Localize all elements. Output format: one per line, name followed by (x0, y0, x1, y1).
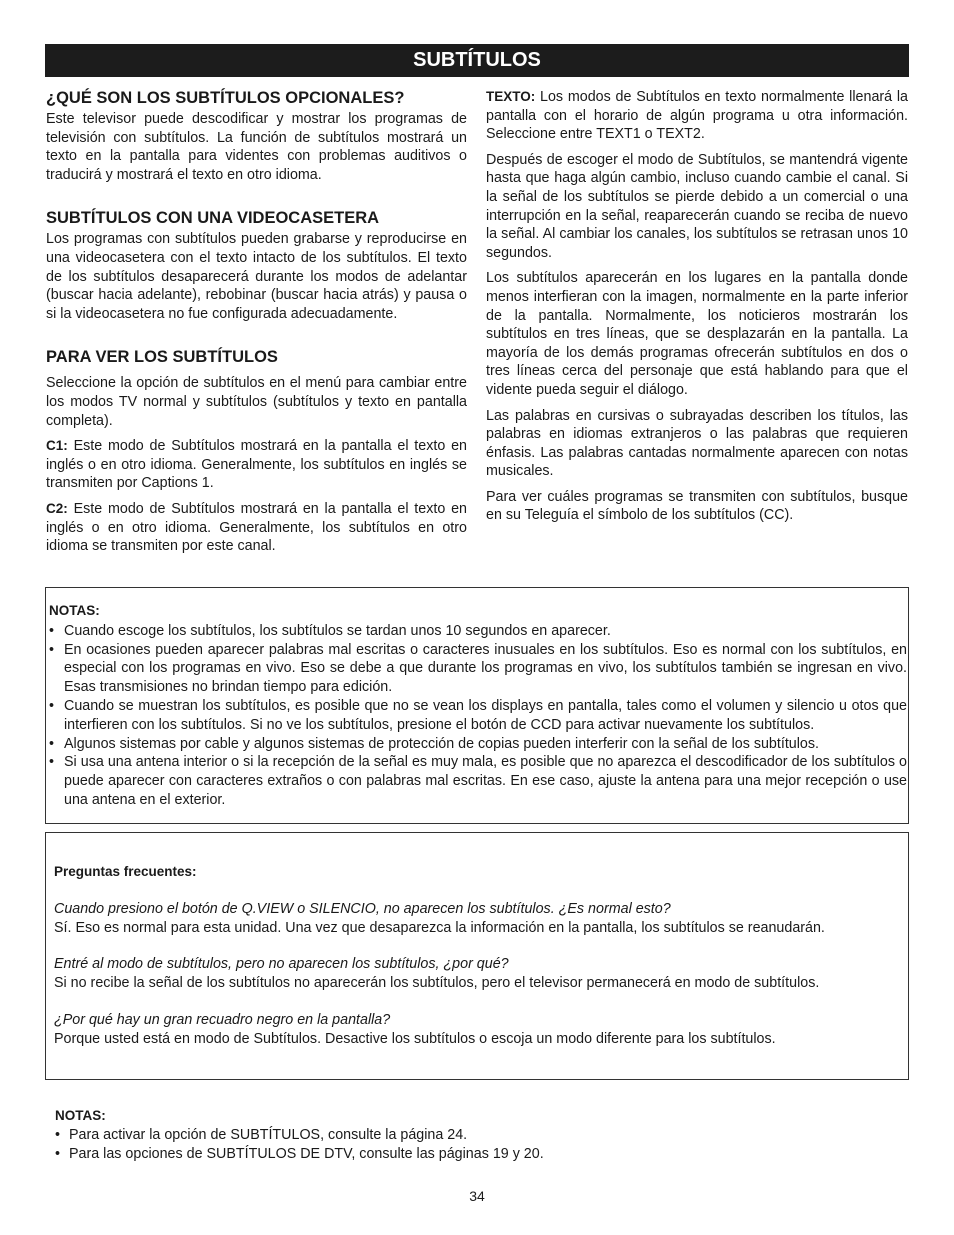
paragraph-tv-guide: Para ver cuáles programas se transmiten con subtítulos, busque en su Teleguía el símbolo de los subtítulos (CC). (486, 488, 908, 524)
section-heading-vcr: SUBTÍTULOS CON UNA VIDEOCASETERA (46, 209, 380, 228)
texto-text: Los modos de Subtítulos en texto normalmente llenará la pantalla con el horario de algún programa u otra información. Seleccione entre TEXT1 o TEXT2. (486, 89, 908, 143)
faq-box (45, 832, 909, 1080)
faq-answer: Si no recibe la señal de los subtítulos no aparecerán los subtítulos, pero el televisor permanecerá en modo de subtítulos. (54, 975, 820, 992)
section-heading-what-are-captions: ¿QUÉ SON LOS SUBTÍTULOS OPCIONALES? (46, 89, 405, 107)
list-item: • Cuando se muestran los subtítulos, es posible que no se vean los displays en pantalla, tales como el volumen y silencio u otos que interfieren con los subtítulos. Si no ve los subtítulos, presione el botón de CCD para activar nuevamente los subtítulos. (49, 697, 907, 735)
notes-footer-title: NOTAS: (55, 1108, 106, 1123)
list-item: • En ocasiones pueden aparecer palabras mal escritas o caracteres inusuales en los subtítulos. Eso es normal con los subtítulos, en especial con los programas en vivo. Eso se debe a que durante los programas en vivo, los subtítulos también se ingresan en vivo. Esas transmisiones no brindan tiempo para edición. (49, 641, 907, 697)
c1-text: Este modo de Subtítulos mostrará en la pantalla el texto en inglés o en otro idioma. Generalmente, los subtítulos en inglés se transmiten por Captions 1. (46, 438, 467, 492)
c2-label: C2: (46, 500, 68, 516)
paragraph-c2 (46, 500, 467, 556)
notes-title: NOTAS: (49, 603, 100, 618)
paragraph-vcr: Los programas con subtítulos pueden grabarse y reproducirse en una videocasetera con el texto intacto de los subtítulos. El texto de los subtítulos desaparecerá durante los modos de adelantar (buscar hacia adelante), rebobinar (buscar hacia atrás) y pausa o si la videocasetera no fue configurada adecuadamente. (46, 231, 467, 322)
paragraph-mode-persistence: Después de escoger el modo de Subtítulos, se mantendrá vigente hasta que haga algún cambio, incluso cuando cambie el canal. Si la señal de los subtítulos se pierde debido a un comercial o una interrupción en la señal, reaparecerán cuando se reciba de nuevo la señal. Al cambiar los canales, los subtítulos se retrasan unos 10 segundos. (486, 151, 908, 261)
paragraph-italic-words: Las palabras en cursivas o subrayadas describen los títulos, las palabras en idiomas extranjeros o las palabras que requieren énfasis. Las palabras cantadas normalmente aparecen con notas musicales. (486, 407, 908, 480)
notes-footer (55, 1106, 905, 1164)
paragraph-c1 (46, 437, 467, 493)
notes-box (45, 587, 909, 824)
paragraph-view-captions: Seleccione la opción de subtítulos en el menú para cambiar entre los modos TV normal y subtítulos (subtítulos y texto en pantalla completa). (46, 375, 467, 429)
notes-list (49, 622, 907, 810)
right-column (486, 88, 908, 532)
page-number: 34 (469, 1188, 485, 1204)
paragraph-texto (486, 88, 908, 144)
page-title: SUBTÍTULOS (45, 44, 909, 77)
list-item: • Para activar la opción de SUBTÍTULOS, consulte la página 24. (55, 1126, 905, 1145)
list-item: • Algunos sistemas por cable y algunos sistemas de protección de copias pueden interferir con la señal de los subtítulos. (49, 735, 907, 754)
c2-text: Este modo de Subtítulos mostrará en la pantalla el texto en inglés o en otro idioma. Generalmente, los subtítulos en otro idioma se transmiten por este canal. (46, 500, 467, 555)
list-item: • Para las opciones de SUBTÍTULOS DE DTV, consulte las páginas 19 y 20. (55, 1145, 905, 1164)
faq-question: Cuando presiono el botón de Q.VIEW o SILENCIO, no aparecen los subtítulos. ¿Es normal esto? (54, 900, 671, 917)
c1-label: C1: (46, 438, 68, 454)
notes-footer-list (55, 1126, 905, 1164)
faq-question: ¿Por qué hay un gran recuadro negro en la pantalla? (54, 1011, 391, 1028)
texto-label: TEXTO: (486, 89, 536, 104)
faq-question: Entré al modo de subtítulos, pero no aparecen los subtítulos, ¿por qué? (54, 956, 509, 973)
list-item: • Si usa una antena interior o si la recepción de la señal es muy mala, es posible que no aparezca el descodificador de los subtítulos o puede aparecer con caracteres extraños o con palabras mal escritas. En ese caso, ajuste la antena para una mejor recepción o use una antena en el exterior. (49, 753, 907, 809)
faq-answer: Sí. Eso es normal para esta unidad. Una vez que desaparezca la información en la pantalla, los subtítulos se reanudarán. (54, 919, 825, 936)
paragraph-what-are-captions: Este televisor puede descodificar y mostrar los programas de televisión con subtítulos. La función de subtítulos mostrará un texto en la pantalla para videntes con problemas auditivos o traducirá y mostrará el texto en otro idioma. (46, 111, 467, 183)
paragraph-caption-placement: Los subtítulos aparecerán en los lugares en la pantalla donde menos interfieran con la imagen, normalmente en la parte inferior de la pantalla. Normalmente, los noticieros mostrarán los subtítulos en tres líneas, que se desplazarán en la pantalla. La mayoría de los demás programas ofrecerán subtítulos en dos o tres líneas cerca del personaje que está hablando para que el vidente pueda seguir el diálogo. (486, 270, 908, 398)
left-column (46, 88, 467, 563)
section-heading-view-captions: PARA VER LOS SUBTÍTULOS (46, 348, 278, 367)
faq-answer: Porque usted está en modo de Subtítulos. Desactive los subtítulos o escoja un modo diferente para los subtítulos. (54, 1030, 776, 1047)
list-item: • Cuando escoge los subtítulos, los subtítulos se tardan unos 10 segundos en aparecer. (49, 622, 907, 641)
faq-title: Preguntas frecuentes: (54, 864, 197, 879)
